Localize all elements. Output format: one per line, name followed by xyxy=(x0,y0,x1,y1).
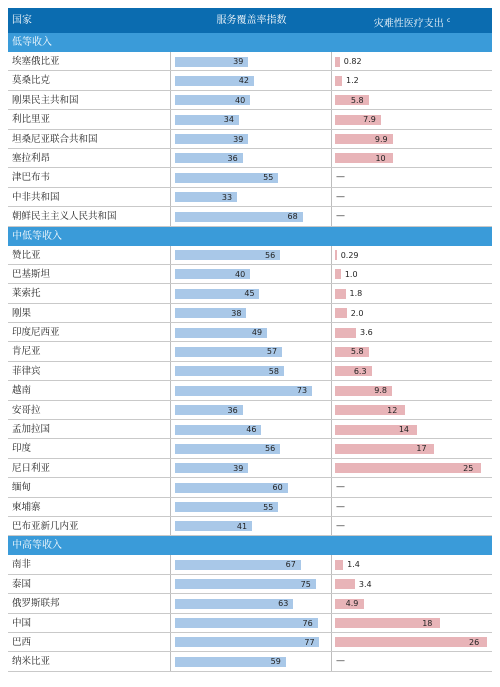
coverage-cell xyxy=(171,420,332,438)
table-row xyxy=(8,188,492,207)
coverage-cell xyxy=(171,575,332,593)
catastrophic-spending-cell xyxy=(332,362,492,380)
catastrophic-spending-cell xyxy=(332,323,492,341)
catastrophic-spending-cell xyxy=(332,575,492,593)
catastrophic-spending-cell xyxy=(332,304,492,322)
catastrophic-spending-bar xyxy=(335,637,487,647)
coverage-cell xyxy=(171,401,332,419)
coverage-value: 36 xyxy=(227,153,238,163)
coverage-value: 39 xyxy=(233,57,244,66)
coverage-value: 75 xyxy=(300,579,311,589)
coverage-bar xyxy=(175,483,288,493)
coverage-value: 60 xyxy=(272,483,283,493)
country-name: 巴布亚新几内亚 xyxy=(8,517,171,535)
catastrophic-spending-bar xyxy=(335,76,342,86)
table-row xyxy=(8,71,492,90)
table-row xyxy=(8,401,492,420)
coverage-value: 55 xyxy=(263,502,274,512)
catastrophic-spending-value: 9.8 xyxy=(374,386,388,396)
coverage-cell xyxy=(171,246,332,264)
no-data-dash: — xyxy=(336,520,345,531)
country-name: 南非 xyxy=(8,555,171,573)
country-name: 菲律宾 xyxy=(8,362,171,380)
table-row xyxy=(8,52,492,71)
country-name: 中非共和国 xyxy=(8,188,171,206)
table-row xyxy=(8,381,492,400)
coverage-bar xyxy=(175,579,316,589)
catastrophic-spending-cell xyxy=(332,633,492,651)
table-row xyxy=(8,284,492,303)
coverage-value: 38 xyxy=(231,308,242,318)
coverage-value: 49 xyxy=(251,328,263,338)
catastrophic-spending-bar xyxy=(335,579,355,589)
catastrophic-spending-value: 1.4 xyxy=(347,560,360,570)
coverage-value: 45 xyxy=(244,289,255,299)
coverage-bar xyxy=(175,637,319,647)
country-name: 孟加拉国 xyxy=(8,420,171,438)
table-header xyxy=(8,8,492,33)
catastrophic-spending-cell xyxy=(332,284,492,302)
country-name: 巴西 xyxy=(8,633,171,651)
country-name: 莱索托 xyxy=(8,284,171,302)
table-row xyxy=(8,420,492,439)
table-row xyxy=(8,517,492,536)
coverage-value: 77 xyxy=(304,637,315,647)
coverage-value: 59 xyxy=(270,657,281,667)
catastrophic-spending-value: 4.9 xyxy=(345,599,359,609)
table-row xyxy=(8,323,492,342)
catastrophic-spending-value: 5.8 xyxy=(350,347,364,357)
country-name: 尼日利亚 xyxy=(8,459,171,477)
catastrophic-spending-cell xyxy=(332,246,492,264)
coverage-bar xyxy=(175,366,284,376)
coverage-value: 41 xyxy=(236,521,248,531)
catastrophic-spending-bar xyxy=(335,463,481,473)
catastrophic-spending-bar xyxy=(335,289,346,299)
country-name: 埃塞俄比亚 xyxy=(8,52,171,70)
coverage-cell xyxy=(171,439,332,457)
catastrophic-spending-value: 0.29 xyxy=(340,250,359,260)
catastrophic-spending-cell xyxy=(332,478,492,496)
coverage-cell xyxy=(171,594,332,612)
catastrophic-spending-value: 14 xyxy=(398,425,410,435)
catastrophic-spending-cell xyxy=(332,459,492,477)
table-row xyxy=(8,110,492,129)
coverage-cell xyxy=(171,517,332,535)
coverage-cell xyxy=(171,91,332,109)
catastrophic-spending-cell xyxy=(332,168,492,186)
coverage-value: 42 xyxy=(238,76,249,86)
catastrophic-spending-cell xyxy=(332,188,492,206)
coverage-bar xyxy=(175,386,312,396)
coverage-cell xyxy=(171,555,332,573)
coverage-value: 40 xyxy=(235,95,246,105)
country-name: 俄罗斯联邦 xyxy=(8,594,171,612)
catastrophic-spending-cell xyxy=(332,652,492,670)
coverage-cell xyxy=(171,652,332,670)
country-name: 刚果 xyxy=(8,304,171,322)
coverage-bar xyxy=(175,560,301,570)
country-name: 巴基斯坦 xyxy=(8,265,171,283)
coverage-value: 67 xyxy=(285,560,296,570)
table-row xyxy=(8,594,492,613)
catastrophic-spending-value: 12 xyxy=(387,405,398,415)
country-name: 肯尼亚 xyxy=(8,342,171,360)
coverage-cell xyxy=(171,381,332,399)
catastrophic-spending-cell xyxy=(332,594,492,612)
catastrophic-spending-cell xyxy=(332,401,492,419)
catastrophic-spending-cell xyxy=(332,614,492,632)
table-row xyxy=(8,498,492,517)
catastrophic-spending-value: 1.8 xyxy=(349,289,363,299)
catastrophic-header-note: c xyxy=(446,17,451,24)
no-data-dash: — xyxy=(336,501,345,512)
catastrophic-spending-value: 3.6 xyxy=(360,328,373,338)
coverage-bar xyxy=(175,347,282,357)
catastrophic-spending-value: 3.4 xyxy=(358,579,372,589)
table-row xyxy=(8,207,492,226)
coverage-cell xyxy=(171,265,332,283)
catastrophic-spending-cell xyxy=(332,420,492,438)
table-row xyxy=(8,478,492,497)
coverage-cell xyxy=(171,110,332,128)
country-name: 朝鲜民主主义人民共和国 xyxy=(8,207,171,225)
coverage-value: 46 xyxy=(246,425,257,435)
coverage-value: 36 xyxy=(227,405,238,415)
country-name: 柬埔寨 xyxy=(8,498,171,516)
coverage-cell xyxy=(171,52,332,70)
coverage-bar xyxy=(175,599,293,609)
country-name: 泰国 xyxy=(8,575,171,593)
country-name: 利比里亚 xyxy=(8,110,171,128)
coverage-value: 55 xyxy=(263,173,274,183)
catastrophic-spending-bar xyxy=(335,57,340,67)
no-data-dash: — xyxy=(336,656,345,667)
coverage-cell xyxy=(171,478,332,496)
coverage-bar xyxy=(175,657,286,667)
no-data-dash: — xyxy=(336,482,345,493)
catastrophic-spending-value: 9.9 xyxy=(374,134,388,144)
country-name: 中国 xyxy=(8,614,171,632)
catastrophic-spending-value: 10 xyxy=(375,153,386,163)
table-body xyxy=(8,33,492,672)
catastrophic-spending-cell xyxy=(332,381,492,399)
catastrophic-spending-bar xyxy=(335,328,356,338)
table-row xyxy=(8,439,492,458)
table-row xyxy=(8,555,492,574)
coverage-value: 40 xyxy=(235,269,246,279)
coverage-bar xyxy=(175,618,318,628)
catastrophic-spending-value: 5.8 xyxy=(350,95,364,105)
coverage-cell xyxy=(171,149,332,167)
catastrophic-spending-cell xyxy=(332,207,492,225)
country-name: 津巴布韦 xyxy=(8,168,171,186)
catastrophic-spending-value: 18 xyxy=(422,618,433,628)
country-name: 赞比亚 xyxy=(8,246,171,264)
country-name: 坦桑尼亚联合共和国 xyxy=(8,130,171,148)
coverage-cell xyxy=(171,342,332,360)
table-row xyxy=(8,168,492,187)
income-group-header: 中高等收入 xyxy=(8,536,492,555)
coverage-value: 39 xyxy=(233,463,244,473)
country-name: 刚果民主共和国 xyxy=(8,91,171,109)
table-row xyxy=(8,130,492,149)
table-row xyxy=(8,304,492,323)
coverage-cell xyxy=(171,614,332,632)
catastrophic-spending-bar xyxy=(335,560,343,570)
no-data-dash: — xyxy=(336,172,345,183)
country-name: 印度 xyxy=(8,439,171,457)
catastrophic-spending-value: 1.2 xyxy=(346,76,359,86)
coverage-value: 76 xyxy=(302,618,313,628)
catastrophic-header-label: 灾难性医疗支出 xyxy=(373,18,444,30)
country-column-header: 国家 xyxy=(12,15,32,26)
coverage-column-header: 服务覆盖率指数 xyxy=(216,15,287,26)
catastrophic-spending-cell xyxy=(332,517,492,535)
table-row xyxy=(8,246,492,265)
coverage-cell xyxy=(171,362,332,380)
catastrophic-spending-value: 17 xyxy=(416,444,427,454)
catastrophic-spending-value: 26 xyxy=(469,637,480,647)
coverage-value: 56 xyxy=(265,250,276,260)
no-data-dash: — xyxy=(336,191,345,202)
coverage-cell xyxy=(171,168,332,186)
catastrophic-spending-bar xyxy=(335,308,347,318)
coverage-value: 58 xyxy=(268,366,279,376)
country-name: 印度尼西亚 xyxy=(8,323,171,341)
catastrophic-spending-cell xyxy=(332,555,492,573)
catastrophic-spending-cell xyxy=(332,71,492,89)
catastrophic-spending-cell xyxy=(332,91,492,109)
country-name: 安哥拉 xyxy=(8,401,171,419)
catastrophic-spending-value: 1.0 xyxy=(344,269,358,279)
coverage-value: 63 xyxy=(278,599,289,609)
coverage-cell xyxy=(171,284,332,302)
coverage-bar xyxy=(175,212,303,222)
income-group-header: 低等收入 xyxy=(8,33,492,52)
table-row xyxy=(8,614,492,633)
catastrophic-spending-cell xyxy=(332,110,492,128)
table-row xyxy=(8,633,492,652)
coverage-value: 73 xyxy=(296,386,308,396)
coverage-cell xyxy=(171,71,332,89)
coverage-value: 68 xyxy=(287,212,298,222)
catastrophic-spending-bar xyxy=(335,269,341,279)
country-name: 缅甸 xyxy=(8,478,171,496)
income-group-header: 中低等收入 xyxy=(8,227,492,246)
table-row xyxy=(8,362,492,381)
coverage-cell xyxy=(171,130,332,148)
table-row xyxy=(8,91,492,110)
coverage-cell xyxy=(171,188,332,206)
coverage-value: 56 xyxy=(265,444,276,454)
table-row xyxy=(8,342,492,361)
table-row xyxy=(8,149,492,168)
coverage-cell xyxy=(171,459,332,477)
catastrophic-spending-value: 2.0 xyxy=(350,308,364,318)
coverage-cell xyxy=(171,633,332,651)
country-name: 塞拉利昂 xyxy=(8,149,171,167)
health-coverage-table xyxy=(8,8,492,672)
catastrophic-column-header xyxy=(332,8,492,33)
catastrophic-spending-cell xyxy=(332,265,492,283)
coverage-cell xyxy=(171,498,332,516)
coverage-cell xyxy=(171,304,332,322)
catastrophic-spending-value: 7.9 xyxy=(363,115,376,125)
coverage-cell xyxy=(171,323,332,341)
table-row xyxy=(8,575,492,594)
coverage-value: 57 xyxy=(266,347,278,357)
table-row xyxy=(8,652,492,671)
country-name: 纳米比亚 xyxy=(8,652,171,670)
catastrophic-spending-cell xyxy=(332,52,492,70)
coverage-value: 33 xyxy=(221,192,233,202)
country-name: 莫桑比克 xyxy=(8,71,171,89)
catastrophic-spending-cell xyxy=(332,130,492,148)
coverage-value: 34 xyxy=(223,115,234,125)
coverage-cell xyxy=(171,207,332,225)
catastrophic-spending-cell xyxy=(332,149,492,167)
catastrophic-spending-cell xyxy=(332,439,492,457)
catastrophic-spending-value: 0.82 xyxy=(343,57,362,66)
table-row xyxy=(8,265,492,284)
catastrophic-spending-cell xyxy=(332,498,492,516)
catastrophic-spending-bar xyxy=(335,250,337,260)
coverage-value: 39 xyxy=(233,134,244,144)
country-name: 越南 xyxy=(8,381,171,399)
no-data-dash: — xyxy=(336,211,345,222)
catastrophic-spending-value: 25 xyxy=(463,463,474,473)
catastrophic-spending-cell xyxy=(332,342,492,360)
catastrophic-spending-value: 6.3 xyxy=(353,366,367,376)
table-row xyxy=(8,459,492,478)
